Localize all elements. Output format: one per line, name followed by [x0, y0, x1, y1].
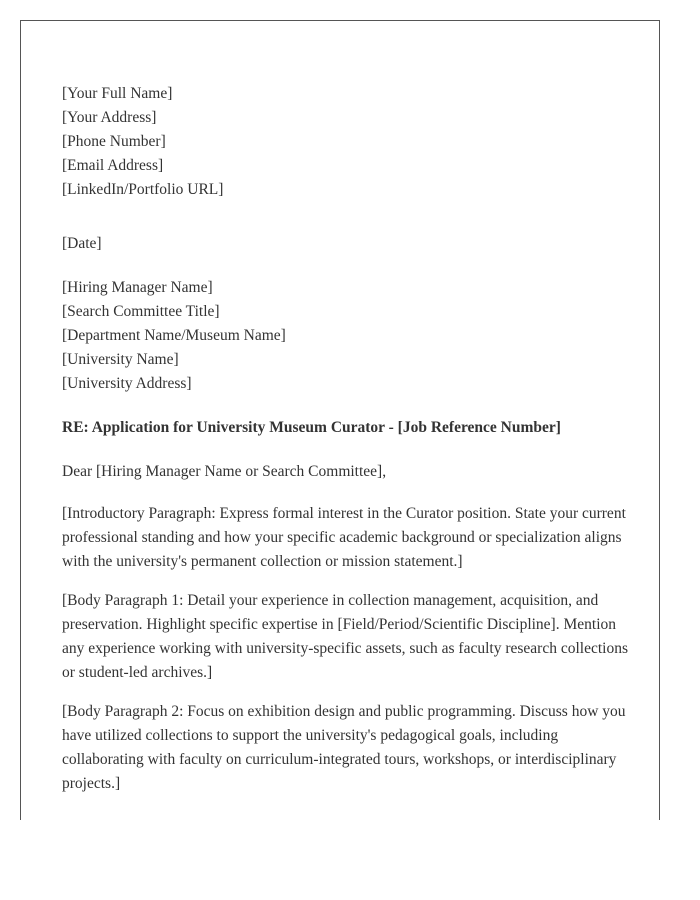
sender-full-name: [Your Full Name]: [62, 85, 173, 102]
recipient-block: [62, 276, 632, 396]
intro-paragraph: [Introductory Paragraph: Express formal interest in the Curator position. State your current professional standing and how your specific academic background or specialization aligns with the university's permanent collection or mission statement.]: [62, 505, 626, 570]
spacer: [62, 202, 632, 232]
subject-line: RE: Application for University Museum Curator - [Job Reference Number]: [62, 419, 561, 436]
spacer: [62, 396, 632, 416]
spacer: [62, 685, 632, 700]
body-paragraph-1: [Body Paragraph 1: Detail your experience in collection management, acquisition, and preservation. Highlight specific expertise in [Field/Period/Scientific Discipline]. Mention any experience working with university-specific assets, such as faculty research collections or student-led archives.]: [62, 592, 628, 681]
recipient-university: [University Name]: [62, 351, 179, 368]
letter-date: [Date]: [62, 235, 102, 252]
sender-email: [Email Address]: [62, 157, 164, 174]
letter-page: [20, 20, 660, 820]
spacer: [62, 440, 632, 460]
spacer: [62, 484, 632, 502]
sender-url: [LinkedIn/Portfolio URL]: [62, 181, 224, 198]
recipient-department: [Department Name/Museum Name]: [62, 327, 286, 344]
recipient-manager: [Hiring Manager Name]: [62, 279, 213, 296]
body-paragraph-2: [Body Paragraph 2: Focus on exhibition design and public programming. Discuss how you have utilized collections to support the university's pedagogical goals, including collaborating with faculty on curriculum-integrated tours, workshops, or interdisciplinary projects.]: [62, 703, 626, 792]
letter-content: [62, 82, 632, 796]
recipient-committee: [Search Committee Title]: [62, 303, 220, 320]
sender-address: [Your Address]: [62, 109, 157, 126]
spacer: [62, 574, 632, 589]
sender-block: [62, 82, 632, 202]
recipient-address: [University Address]: [62, 375, 192, 392]
sender-phone: [Phone Number]: [62, 133, 166, 150]
salutation: Dear [Hiring Manager Name or Search Committee],: [62, 463, 387, 480]
spacer: [62, 256, 632, 276]
date-block: [62, 232, 632, 256]
